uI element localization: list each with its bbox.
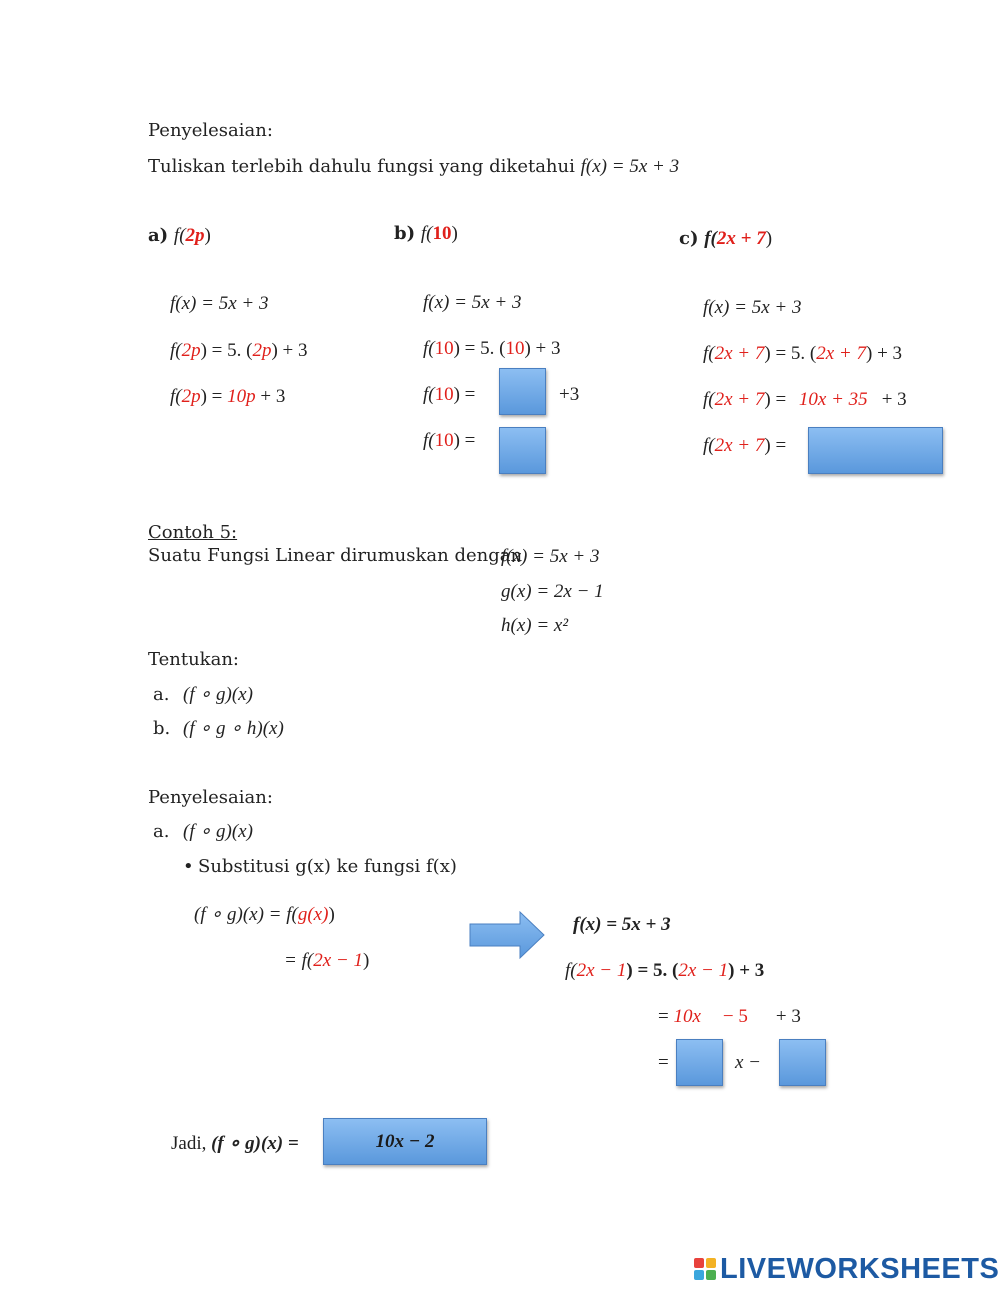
part-c-f: f(: [704, 228, 717, 249]
solution-a-label: a.: [153, 821, 170, 842]
b3-post: ) =: [453, 384, 476, 405]
part-c-label: c): [679, 228, 699, 249]
part-a-line2: [170, 341, 308, 360]
part-c-line2: [703, 344, 902, 363]
b2-arg: 10: [434, 338, 454, 359]
comp1-arg: g(x): [297, 904, 329, 925]
bullet: •: [183, 856, 194, 877]
b2-arg2: 10: [505, 338, 525, 359]
answer-box-c[interactable]: [808, 427, 943, 474]
question-b-label: b.: [153, 718, 171, 739]
c3-arg: 2x + 7: [714, 389, 765, 410]
a3-post: + 3: [255, 386, 286, 407]
logo-text: LIVEWORKSHEETS: [720, 1252, 1000, 1285]
b3-arg: 10: [434, 384, 454, 405]
a2-mid: ) = 5. (: [200, 340, 253, 361]
part-a-close: ): [204, 225, 211, 246]
part-c-close: ): [765, 228, 773, 249]
r2-arg2: 2x − 1: [678, 960, 729, 981]
r2-arg: 2x − 1: [576, 960, 627, 981]
contoh-desc: Suatu Fungsi Linear dirumuskan dengan: [148, 545, 523, 566]
final-answer: 10x − 2: [375, 1131, 435, 1152]
a3-val: 10p: [227, 386, 256, 407]
c2-mid: ) = 5. (: [764, 343, 817, 364]
r2-post: ) + 3: [728, 960, 765, 981]
a3-pre: f(: [170, 386, 182, 407]
a2-arg2: 2p: [252, 340, 272, 361]
c4-post: ) =: [764, 435, 787, 456]
r3-eq: =: [658, 1006, 669, 1027]
result-line2: [565, 961, 764, 980]
c2-pre: f(: [703, 343, 715, 364]
contoh-title: Contoh 5:: [148, 522, 238, 543]
b2-mid: ) = 5. (: [453, 338, 506, 359]
result-line4-x: x −: [735, 1052, 762, 1073]
c2-post: ) + 3: [866, 343, 903, 364]
part-b-line4: [423, 431, 475, 450]
part-a-title: [148, 226, 211, 245]
answer-box-b2[interactable]: [499, 427, 546, 474]
composition-line2: [284, 951, 369, 970]
a3-mid: ) =: [200, 386, 228, 407]
answer-box-const[interactable]: [779, 1039, 826, 1086]
answer-box-b1[interactable]: [499, 368, 546, 415]
contoh-g: g(x) = 2x − 1: [501, 581, 604, 602]
contoh-h: h(x) = x²: [501, 615, 569, 636]
part-b-line2: [423, 339, 561, 358]
part-b-title: [394, 224, 458, 243]
question-a-label: a.: [153, 684, 170, 705]
c3-val: 10x + 35: [798, 389, 868, 410]
c2-arg2: 2x + 7: [816, 343, 867, 364]
part-c-arg: 2x + 7: [716, 228, 766, 249]
answer-box-final[interactable]: [323, 1118, 487, 1165]
c2-arg: 2x + 7: [714, 343, 765, 364]
penyelesaian-heading: Penyelesaian:: [148, 120, 273, 141]
result-line3: [658, 1007, 801, 1026]
part-c-line4: [703, 436, 786, 455]
b2-post: ) + 3: [524, 338, 561, 359]
a2-post: ) + 3: [271, 340, 308, 361]
question-b: (f ∘ g ∘ h)(x): [183, 718, 284, 739]
b4-arg: 10: [434, 430, 454, 451]
b2-pre: f(: [423, 338, 435, 359]
jadi-line: [171, 1134, 299, 1153]
part-b-label: b): [394, 223, 416, 244]
answer-box-coef[interactable]: [676, 1039, 723, 1086]
intro-function: f(x) = 5x + 3: [580, 156, 680, 177]
composition-line1: [194, 905, 335, 924]
b4-post: ) =: [453, 430, 476, 451]
comp1-post: ): [328, 904, 335, 925]
b3-pre: f(: [423, 384, 435, 405]
b4-pre: f(: [423, 430, 435, 451]
part-a-arg: 2p: [185, 225, 205, 246]
part-b-plus3: +3: [559, 384, 580, 405]
a3-arg: 2p: [181, 386, 201, 407]
jadi-pre: Jadi,: [171, 1133, 207, 1154]
intro-text: Tuliskan terlebih dahulu fungsi yang diketahui: [148, 156, 575, 177]
part-a-line1: f(x) = 5x + 3: [170, 293, 269, 314]
part-b-line1: f(x) = 5x + 3: [423, 292, 522, 313]
result-line1: f(x) = 5x + 3: [573, 914, 671, 935]
right-arrow-icon: [468, 910, 548, 960]
comp1-pre: (f ∘ g)(x) = f(: [194, 904, 298, 925]
part-b-line3: [423, 385, 475, 404]
c3-pre: f(: [703, 389, 715, 410]
comp2-post: ): [362, 950, 370, 971]
c4-pre: f(: [703, 435, 715, 456]
intro-line: [148, 157, 679, 176]
result-line4-eq: =: [658, 1052, 669, 1073]
c3-mid: ) =: [764, 389, 791, 410]
comp2-arg: 2x − 1: [313, 950, 363, 971]
part-c-line1: f(x) = 5x + 3: [703, 297, 802, 318]
a2-pre: f(: [170, 340, 182, 361]
logo-squares-icon: [694, 1258, 716, 1280]
liveworksheets-logo: [694, 1254, 999, 1284]
r3-a: 10x: [673, 1006, 701, 1027]
a2-arg: 2p: [181, 340, 201, 361]
jadi-expr: (f ∘ g)(x) =: [211, 1133, 299, 1154]
solution-a-expr: (f ∘ g)(x): [183, 821, 253, 842]
part-a-line3: [170, 387, 285, 406]
part-b-arg: 10: [432, 223, 452, 244]
r2-mid: ) = 5. (: [626, 960, 679, 981]
substitusi-text: Substitusi g(x) ke fungsi f(x): [198, 856, 457, 877]
r3-c: + 3: [775, 1006, 801, 1027]
tentukan: Tentukan:: [148, 649, 239, 670]
question-a: (f ∘ g)(x): [183, 684, 253, 705]
comp2-pre: = f(: [284, 950, 314, 971]
contoh-f: f(x) = 5x + 3: [501, 546, 600, 567]
c3-post: + 3: [881, 389, 907, 410]
r2-pre: f(: [565, 960, 577, 981]
part-a-label: a): [148, 225, 169, 246]
part-b-f: f(: [420, 223, 433, 244]
part-a-f: f(: [173, 225, 186, 246]
solution-heading: Penyelesaian:: [148, 787, 273, 808]
part-b-close: ): [451, 223, 458, 244]
part-c-line3: [703, 390, 907, 409]
r3-b: − 5: [722, 1006, 748, 1027]
c4-arg: 2x + 7: [714, 435, 765, 456]
part-c-title: [679, 229, 772, 248]
